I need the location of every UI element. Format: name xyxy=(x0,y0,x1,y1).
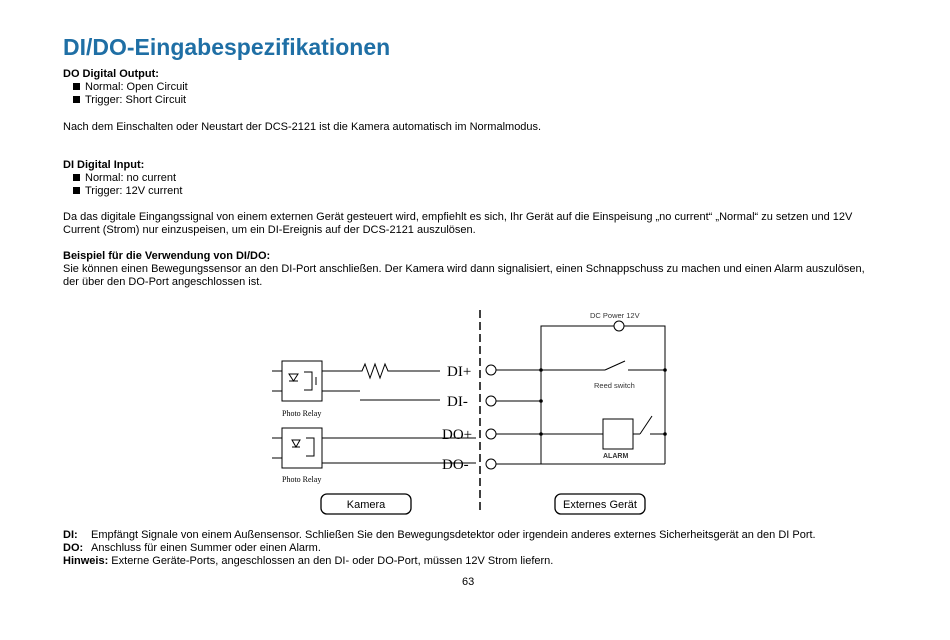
example-heading: Beispiel für die Verwendung von DI/DO: xyxy=(63,250,271,262)
terminal-di-plus xyxy=(486,365,496,375)
photo-relay-label: Photo Relay xyxy=(282,409,322,418)
di-bullet-trigger: Trigger: 12V current xyxy=(73,185,182,198)
di-heading: DI Digital Input: xyxy=(63,159,145,171)
do-bullet-normal: Normal: Open Circuit xyxy=(73,81,188,94)
page-number: 63 xyxy=(462,576,475,588)
do-heading: DO Digital Output: xyxy=(63,68,159,80)
footnote-do: DO: Anschluss für einen Summer oder einen Alarm. xyxy=(63,542,321,554)
photo-relay-label: Photo Relay xyxy=(282,475,322,484)
camera-label: Kamera xyxy=(346,499,386,511)
dc-power-icon xyxy=(614,321,624,331)
external-device-label: Externes Gerät xyxy=(563,499,637,511)
resistor-wire xyxy=(360,364,440,378)
dc-power-label: DC Power 12V xyxy=(590,311,640,320)
photo-relay-top xyxy=(272,361,360,401)
do-note: Nach dem Einschalten oder Neustart der DCS-2121 ist die Kamera automatisch im Normalmodus. xyxy=(63,121,542,133)
page-title: DI/DO-Eingabespezifikationen xyxy=(63,34,391,60)
example-text: Sie können einen Bewegungssensor an den DI-Port anschließen. Der Kamera wird dann signalisiert, einen Schnappschuss zu machen und einen Alarm auszulösen, der über den DO-Port angeschlossen ist. xyxy=(63,263,865,288)
footnote-di: DI: Empfängt Signale von einem Außensensor. Schließen Sie den Bewegungsdetektor oder irgendein anderes externes Sicherheitsgerät an den DI Port. xyxy=(63,529,816,541)
di-note: Da das digitale Eingangssignal von einem externen Gerät gesteuert wird, empfiehlt es sich, Ihr Gerät auf die Einspeisung „no current“ „Normal“ zu setzen und 12V Current (Strom) nur einzuspeisen, um ein DI-Ereignis auf der DCS-2121 auszulösen. xyxy=(63,211,853,236)
terminal-do-plus xyxy=(486,429,496,439)
port-label-do-plus: DO+ xyxy=(442,427,473,443)
alarm-label: ALARM xyxy=(603,453,629,460)
terminal-do-minus xyxy=(486,459,496,469)
port-label-do-minus: DO- xyxy=(442,457,469,473)
port-label-di-plus: DI+ xyxy=(447,364,472,380)
do-bullet-trigger: Trigger: Short Circuit xyxy=(73,94,186,107)
port-label-di-minus: DI- xyxy=(447,394,468,410)
terminal-di-minus xyxy=(486,396,496,406)
reed-switch-label: Reed switch xyxy=(594,381,635,390)
di-bullet-normal: Normal: no current xyxy=(73,172,176,185)
footnote-hint: Hinweis: Externe Geräte-Ports, angeschlossen an den DI- oder DO-Port, müssen 12V Strom liefern. xyxy=(63,555,554,567)
